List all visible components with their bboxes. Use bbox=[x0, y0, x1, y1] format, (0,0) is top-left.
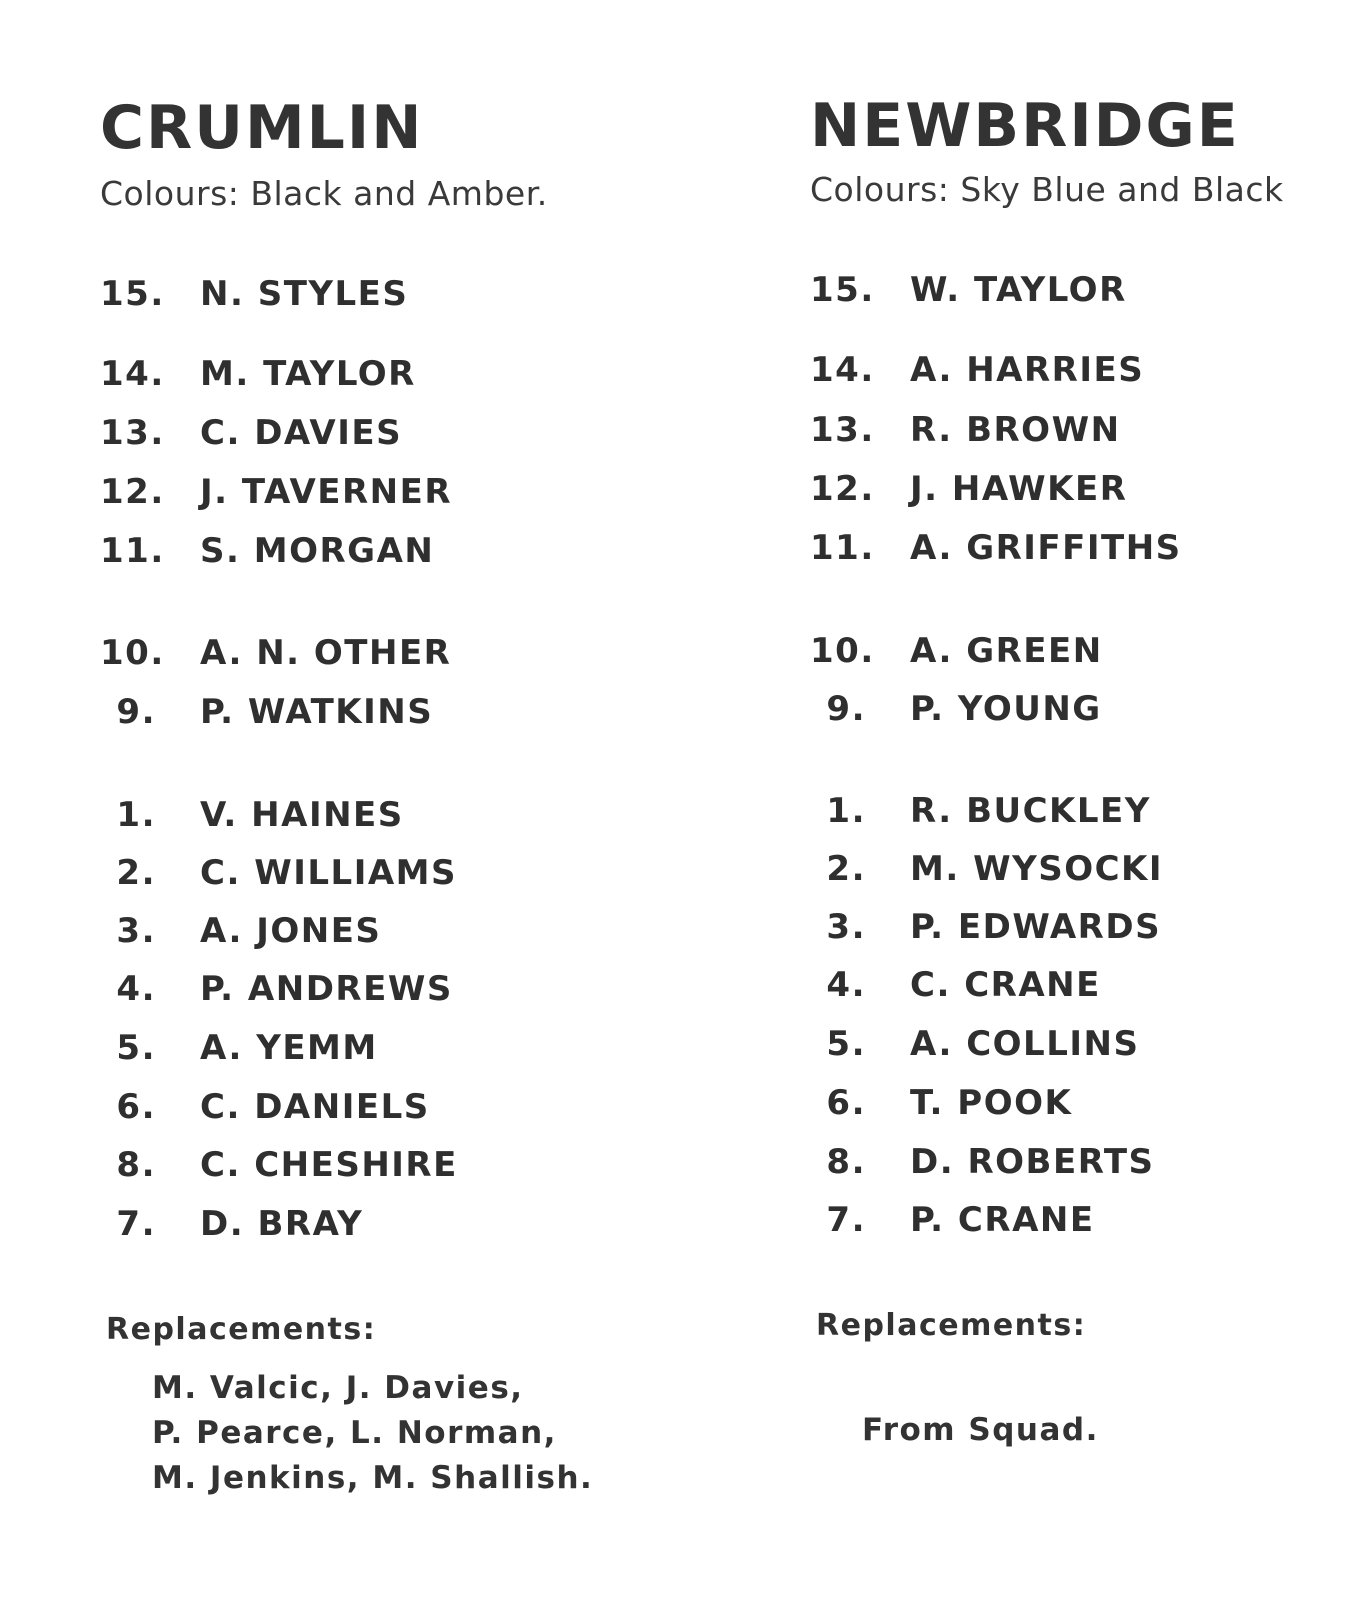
player-name: D. ROBERTS bbox=[910, 1142, 1155, 1182]
player-name: R. BUCKLEY bbox=[910, 791, 1151, 831]
player-number: 14. bbox=[100, 354, 165, 394]
player-name: M. TAYLOR bbox=[200, 354, 416, 394]
player-number: 13. bbox=[100, 413, 165, 453]
player-number: 12. bbox=[100, 472, 165, 512]
player-name: M. WYSOCKI bbox=[910, 849, 1164, 889]
player-number: 4. bbox=[826, 965, 866, 1005]
player-number: 3. bbox=[826, 907, 866, 947]
player-number: 7. bbox=[116, 1204, 156, 1244]
player-number: 3. bbox=[116, 911, 156, 951]
player-name: C. DAVIES bbox=[200, 413, 403, 453]
player-number: 7. bbox=[826, 1200, 866, 1240]
player-name: W. TAYLOR bbox=[910, 270, 1127, 310]
player-number: 8. bbox=[826, 1142, 866, 1182]
player-number: 12. bbox=[810, 469, 875, 509]
player-name: T. POOK bbox=[910, 1083, 1073, 1123]
player-name: P. ANDREWS bbox=[200, 969, 453, 1009]
player-name: S. MORGAN bbox=[200, 531, 435, 571]
player-number: 9. bbox=[116, 692, 156, 732]
player-name: P. EDWARDS bbox=[910, 907, 1162, 947]
player-name: J. HAWKER bbox=[910, 469, 1128, 509]
player-number: 6. bbox=[826, 1083, 866, 1123]
player-number: 15. bbox=[810, 270, 875, 310]
player-name: A. HARRIES bbox=[910, 350, 1145, 390]
player-number: 11. bbox=[100, 531, 165, 571]
team-colours: Colours: Black and Amber. bbox=[100, 174, 548, 213]
replacements-line: From Squad. bbox=[862, 1412, 1099, 1448]
player-number: 15. bbox=[100, 274, 165, 314]
team-colours: Colours: Sky Blue and Black bbox=[810, 170, 1284, 209]
replacements-line: P. Pearce, L. Norman, bbox=[152, 1415, 557, 1451]
player-number: 2. bbox=[116, 853, 156, 893]
player-name: A. N. OTHER bbox=[200, 633, 452, 673]
player-name: C. WILLIAMS bbox=[200, 853, 457, 893]
player-name: P. WATKINS bbox=[200, 692, 434, 732]
replacements-title: Replacements: bbox=[816, 1308, 1087, 1343]
player-number: 6. bbox=[116, 1087, 156, 1127]
player-number: 1. bbox=[826, 791, 866, 831]
player-number: 1. bbox=[116, 795, 156, 835]
player-number: 4. bbox=[116, 969, 156, 1009]
player-number: 13. bbox=[810, 410, 875, 450]
player-name: C. CRANE bbox=[910, 965, 1101, 1005]
player-name: D. BRAY bbox=[200, 1204, 364, 1244]
player-name: J. TAVERNER bbox=[200, 472, 453, 512]
player-name: A. JONES bbox=[200, 911, 382, 951]
player-number: 10. bbox=[100, 633, 165, 673]
replacements-title: Replacements: bbox=[106, 1312, 377, 1347]
player-name: N. STYLES bbox=[200, 274, 409, 314]
replacements-line: M. Valcic, J. Davies, bbox=[152, 1370, 524, 1406]
player-number: 9. bbox=[826, 689, 866, 729]
team-name: NEWBRIDGE bbox=[810, 91, 1240, 161]
player-number: 2. bbox=[826, 849, 866, 889]
player-number: 5. bbox=[116, 1028, 156, 1068]
player-number: 8. bbox=[116, 1145, 156, 1185]
player-name: C. CHESHIRE bbox=[200, 1145, 458, 1185]
player-name: A. COLLINS bbox=[910, 1024, 1140, 1064]
player-name: P. YOUNG bbox=[910, 689, 1102, 729]
player-number: 10. bbox=[810, 631, 875, 671]
player-number: 14. bbox=[810, 350, 875, 390]
player-name: P. CRANE bbox=[910, 1200, 1095, 1240]
player-number: 11. bbox=[810, 528, 875, 568]
replacements-line: M. Jenkins, M. Shallish. bbox=[152, 1460, 594, 1496]
player-name: A. GREEN bbox=[910, 631, 1103, 671]
player-name: C. DANIELS bbox=[200, 1087, 430, 1127]
player-name: R. BROWN bbox=[910, 410, 1121, 450]
player-number: 5. bbox=[826, 1024, 866, 1064]
player-name: A. YEMM bbox=[200, 1028, 378, 1068]
player-name: V. HAINES bbox=[200, 795, 404, 835]
team-name: CRUMLIN bbox=[100, 93, 424, 163]
player-name: A. GRIFFITHS bbox=[910, 528, 1182, 568]
